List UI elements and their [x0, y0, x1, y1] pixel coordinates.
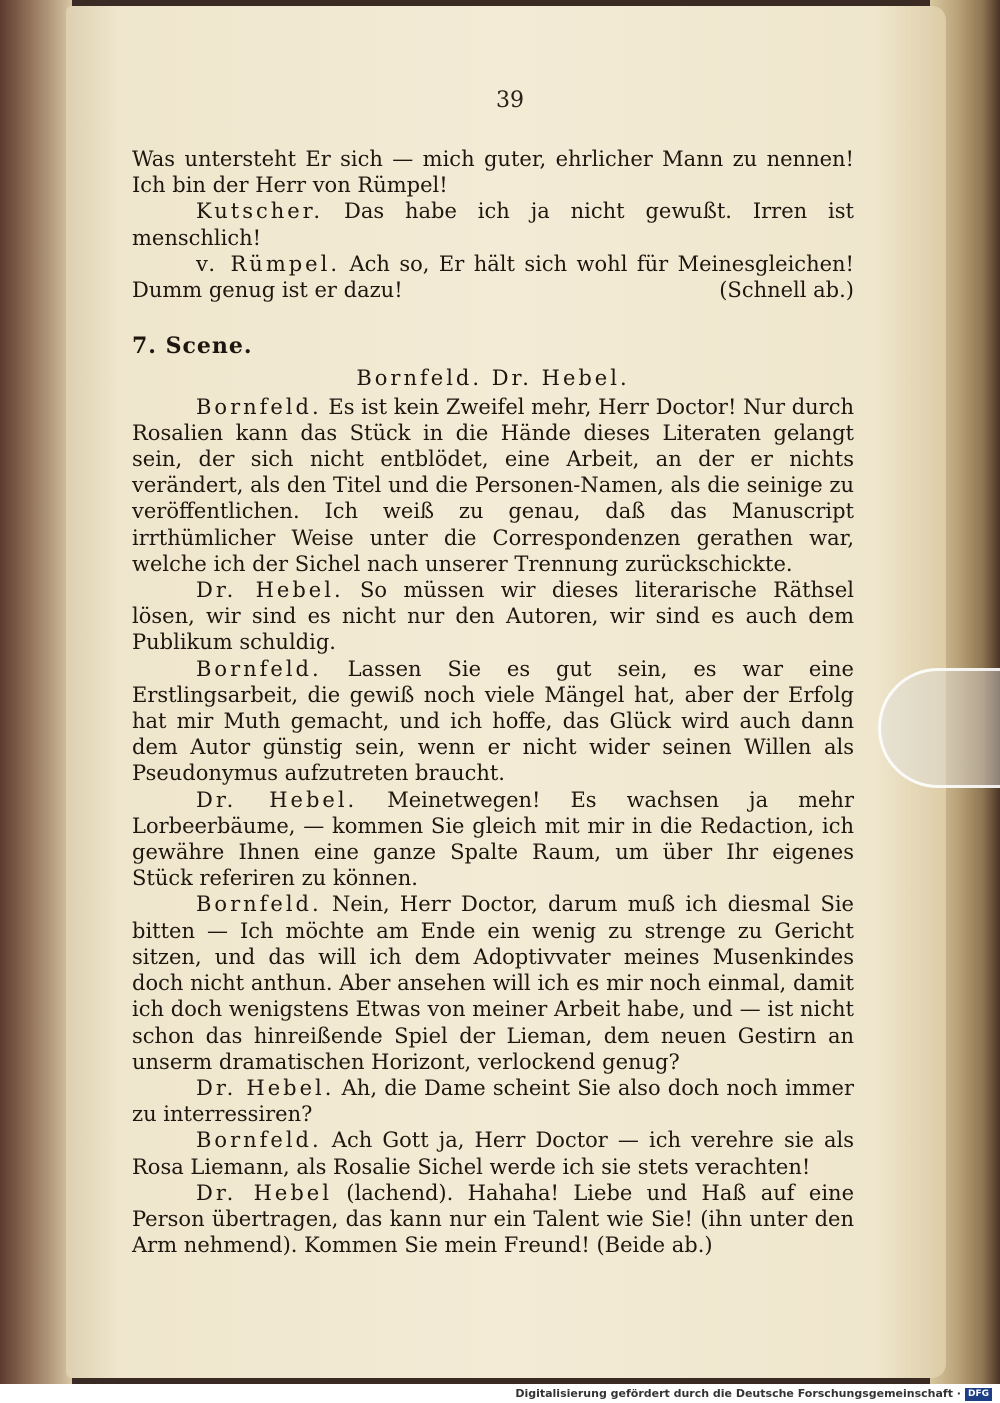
speech-text: Ach Gott ja, Herr Doctor — ich verehre sie als Rosa Liemann, als Rosalie Sichel werde ich sie stets verachten!	[132, 1128, 854, 1179]
speaker-name: Bornfeld.	[196, 1128, 322, 1153]
speech	[132, 656, 854, 787]
speech-kutscher	[132, 198, 854, 250]
speaker-name: Dr. Hebel.	[196, 787, 358, 812]
speaker-name: Bornfeld.	[196, 892, 322, 917]
speaker-name: Dr. Hebel.	[196, 1075, 335, 1100]
speech	[132, 394, 854, 577]
page-clip	[878, 668, 1000, 788]
footer-credit: Digitalisierung gefördert durch die Deutsche Forschungsgemeinschaft ·	[515, 1387, 961, 1400]
speech	[132, 787, 854, 892]
speech-text: (lachend). Hahaha! Liebe und Haß auf eine Person übertragen, das kann nur ein Talent wie Sie! (ihn unter den Arm nehmend). Kommen Sie mein Freund! (Beide ab.)	[132, 1180, 854, 1258]
speech-ruempel	[132, 251, 854, 303]
scene-heading: 7. Scene.	[132, 333, 253, 360]
speech-text: Es ist kein Zweifel mehr, Herr Doctor! Nur durch Rosalien kann das Stück in die Hände dieses Literaten gelangt sein, der sich nicht entblödet, eine Arbeit, an der er nichts verändert, als den Titel und die Personen-Namen, als die seinige zu veröffentlichen. Ich weiß zu genau, daß das Manuscript irrthümlicher Weise unter die Correspondenzen gerathen war, welche ich der Sichel nach unserer Trennung zurückschickte.	[132, 394, 854, 576]
speech-text: Ach so, Er hält sich wohl für Meinesgleichen! Dumm genug ist er dazu!	[132, 251, 854, 303]
dfg-logo: DFG	[965, 1388, 992, 1401]
stage-direction: (Schnell ab.)	[719, 278, 854, 303]
speech	[132, 1127, 854, 1179]
speech-text: Ah, die Dame scheint Sie also doch noch immer zu interressiren?	[132, 1075, 854, 1127]
speech-text: Das habe ich ja nicht gewußt. Irren ist menschlich!	[132, 199, 854, 250]
text-block	[132, 146, 854, 1258]
book-cover-left	[0, 0, 72, 1384]
speech	[132, 577, 854, 656]
paragraph-prev: Was untersteht Er sich — mich guter, ehrlicher Mann zu nennen! Ich bin der Herr von Rümpel!	[132, 147, 854, 198]
speech-text: Lassen Sie es gut sein, es war eine Erstlingsarbeit, die gewiß noch viele Mängel hat, aber der Erfolg hat mir Muth gemacht, und ich hoffe, das Glück wird auch dann dem Autor günstig sein, wenn er nicht wider seinen Willen als Pseudonymus aufzutreten braucht.	[132, 656, 854, 786]
speaker-name: Bornfeld.	[196, 656, 322, 681]
speech-text: So müssen wir dieses literarische Räthsel lösen, wir sind es nicht nur den Autoren, wir sind es auch dem Publikum schuldig.	[132, 578, 854, 655]
speech-text: Meinetwegen! Es wachsen ja mehr Lorbeerbäume, — kommen Sie gleich mit mir in die Redaction, ich gewähre Ihnen eine ganze Spalte Raum, um über Ihr eigenes Stück referiren zu können.	[132, 787, 854, 891]
speech	[132, 891, 854, 1074]
speaker-name: v. Rümpel.	[196, 251, 340, 276]
footer-bar	[0, 1384, 1000, 1403]
speaker-name: Dr. Hebel.	[196, 578, 344, 603]
speech	[132, 1075, 854, 1127]
scene-personae: Bornfeld. Dr. Hebel.	[356, 366, 630, 391]
speaker-name: Dr. Hebel	[196, 1180, 332, 1205]
speech	[132, 1180, 854, 1259]
speaker-name: Bornfeld.	[196, 394, 322, 419]
page-number: 39	[496, 88, 524, 113]
speech-text: Nein, Herr Doctor, darum muß ich diesmal Sie bitten — Ich möchte am Ende ein wenig zu strenge zu Gericht sitzen, und das will ich dem Adoptivvater meines Musenkindes doch nicht anthun. Aber ansehen will ich es mir noch einmal, damit ich doch wenigstens Etwas von meiner Arbeit habe, und — ist nicht schon das hinreißende Spiel der Lieman, dem neuen Gestirn an unserm dramatischen Horizont, verlockend genug?	[132, 892, 854, 1074]
speaker-name: Kutscher.	[196, 199, 324, 224]
